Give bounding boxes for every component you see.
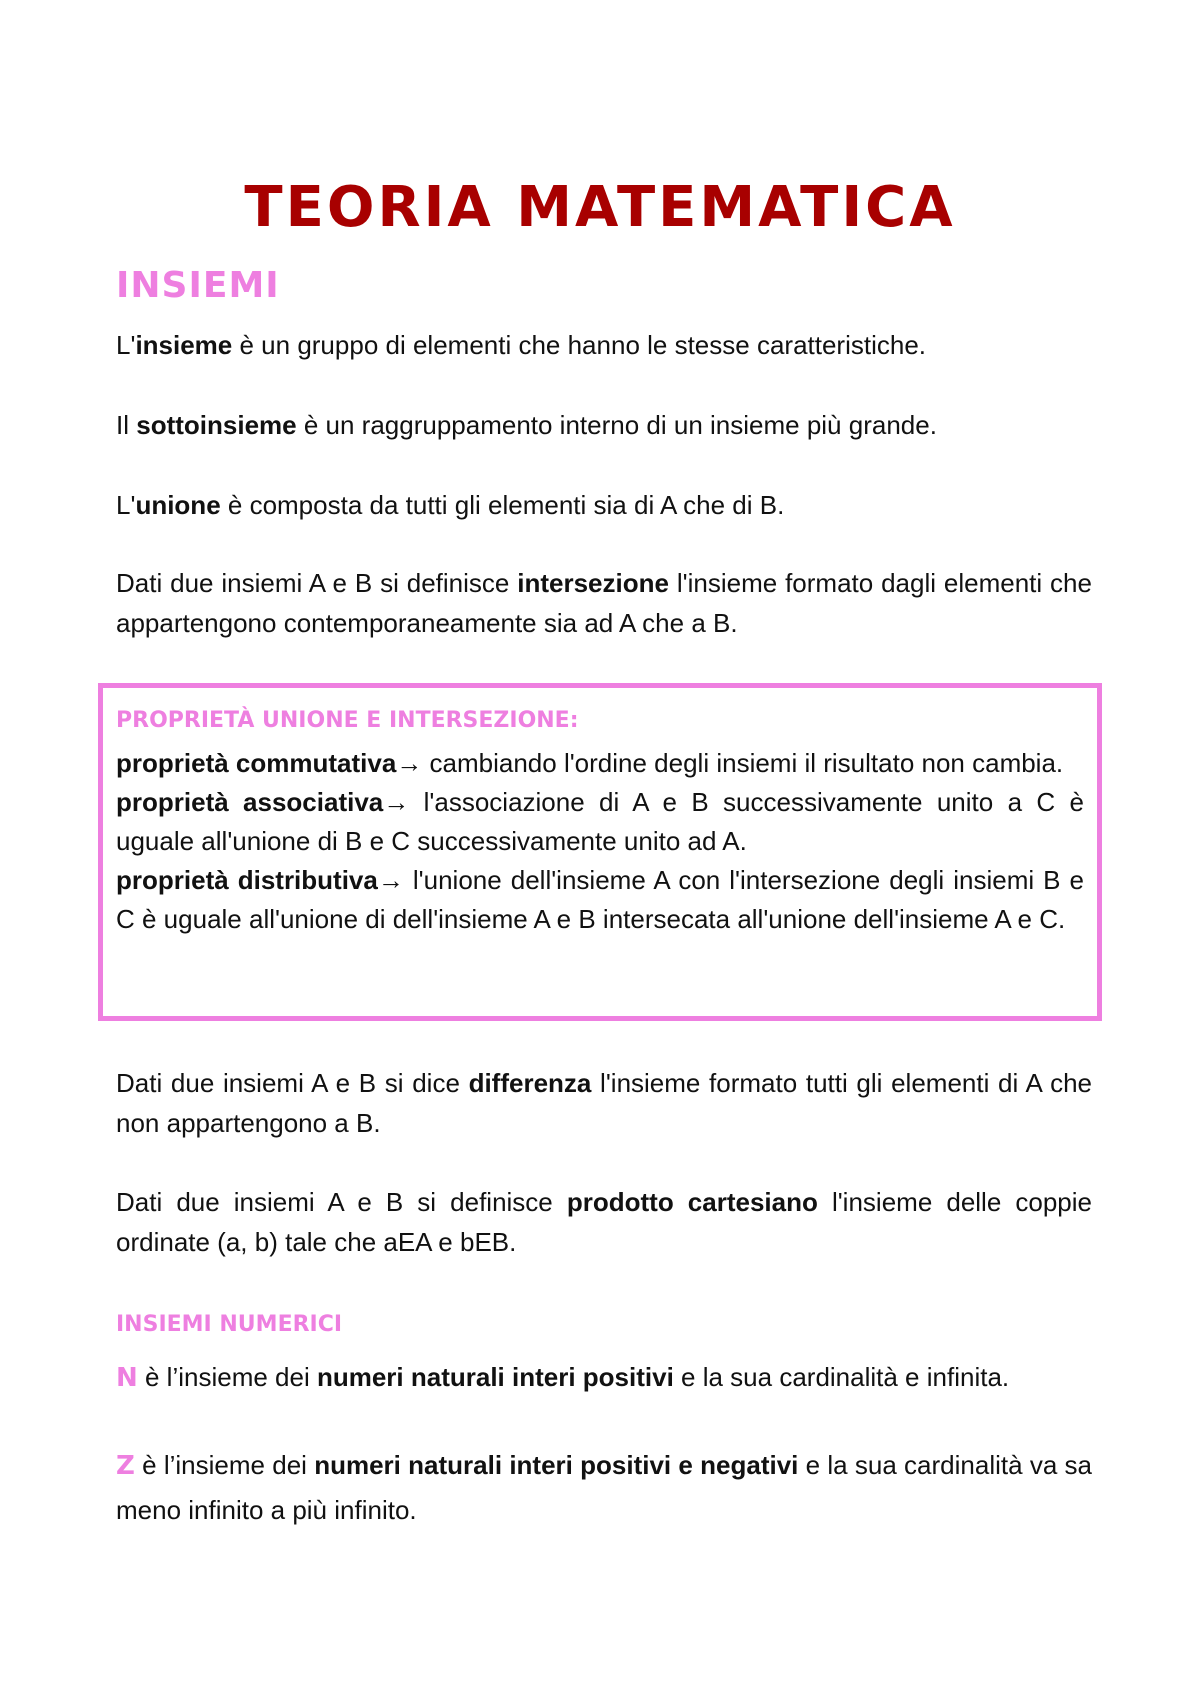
property-commutativa [116,744,1084,783]
term-differenza: differenza [468,1068,592,1098]
properties-heading: PROPRIETÀ UNIONE E INTERSEZIONE: [116,708,579,733]
properties-box [98,683,1102,1021]
text: l'insieme formato dagli elementi che appartengono contemporaneamente sia ad A che a B. [116,568,1092,638]
set-symbol-n: N [116,1363,138,1393]
text: è l’insieme dei [134,1450,315,1480]
paragraph-sottoinsieme [116,405,1092,445]
text: è un gruppo di elementi che hanno le stesse caratteristiche. [232,330,927,360]
text: l'insieme delle coppie ordinate (a, b) tale che aEA e bEB. [116,1187,1092,1257]
text: è l’insieme dei [137,1362,317,1392]
term-intersezione: intersezione [517,568,669,598]
text: è composta da tutti gli elementi sia di A che di B. [220,490,785,520]
paragraph-intersezione [116,563,1092,643]
set-symbol-z: Z [116,1451,135,1481]
term-interi: numeri naturali interi positivi e negativi [314,1450,799,1480]
text: l'insieme formato tutti gli elementi di A che non appartengono a B. [116,1068,1092,1138]
paragraph-prodotto-cartesiano [116,1182,1092,1262]
term-associativa: proprietà associativa [116,787,384,817]
term-naturali: numeri naturali interi positivi [316,1362,674,1392]
term-unione: unione [135,490,221,520]
text: è un raggruppamento interno di un insieme più grande. [296,410,937,440]
text: l'unione dell'insieme A con l'intersezione degli insiemi B e C è uguale all'unione di dell'insieme A e B intersecata all'unione dell'insieme A e C. [116,865,1084,934]
text: Dati due insiemi A e B si definisce [116,1187,567,1217]
text: Dati due insiemi A e B si definisce [116,568,518,598]
paragraph-insieme [116,325,1092,365]
section-heading-insiemi: INSIEMI [116,265,280,306]
text: L' [116,330,136,360]
text: e la sua cardinalità va sa meno infinito a più infinito. [116,1450,1092,1525]
arrow-right-icon: → [396,748,423,778]
term-prodotto-cartesiano: prodotto cartesiano [566,1187,818,1217]
arrow-right-icon: → [383,787,410,817]
text: Dati due insiemi A e B si dice [116,1068,469,1098]
term-sottoinsieme: sottoinsieme [136,410,297,440]
page-title: TEORIA MATEMATICA [244,175,956,240]
paragraph-differenza [116,1063,1092,1143]
paragraph-naturali [116,1355,1092,1400]
text: Il [116,410,137,440]
paragraph-interi [116,1443,1092,1532]
text: L' [116,490,136,520]
text: e la sua cardinalità e infinita. [673,1362,1010,1392]
section-heading-insiemi-numerici: INSIEMI NUMERICI [116,1312,343,1337]
property-distributiva [116,861,1084,939]
arrow-right-icon: → [377,865,404,895]
term-insieme: insieme [135,330,233,360]
text: l'associazione di A e B successivamente unito a C è uguale all'unione di B e C successivamente unito ad A. [116,787,1084,856]
term-distributiva: proprietà distributiva [116,865,378,895]
term-commutativa: proprietà commutativa [116,748,397,778]
text: cambiando l'ordine degli insiemi il risultato non cambia. [422,748,1064,778]
paragraph-unione [116,485,1092,525]
property-associativa [116,783,1084,861]
